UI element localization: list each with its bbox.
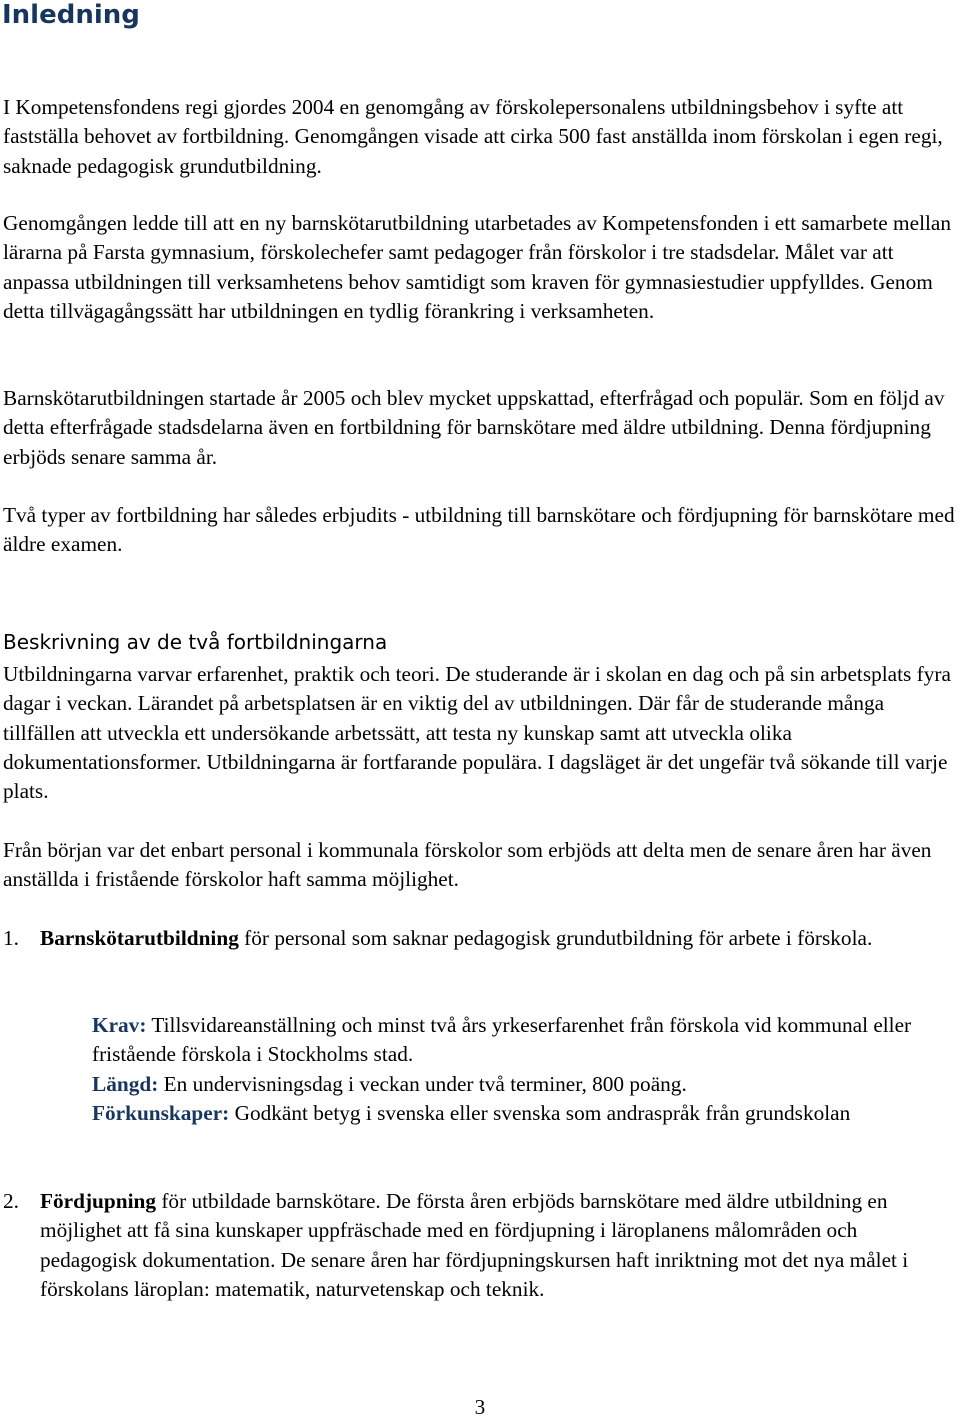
intro-paragraph-3: Barnskötarutbildningen startade år 2005 och blev mycket uppskattad, efterfrågad och populär. Som en följd av detta efterfrågade stadsdelarna även en fortbildning för barnskötare med äldre utbildning. Denna fördjupning erbjöds senare samma år. bbox=[3, 386, 945, 469]
requirement-text: Tillsvidareanställning och minst två års yrkeserfarenhet från förskola vid kommunal eller fristående förskola i Stockholms stad. bbox=[92, 1013, 912, 1067]
requirement-langd bbox=[92, 1070, 922, 1099]
list-item bbox=[3, 1187, 958, 1304]
requirement-label: Förkunskaper: bbox=[92, 1100, 230, 1125]
list-term: Fördjupning bbox=[40, 1189, 156, 1213]
requirement-label: Krav: bbox=[92, 1013, 147, 1037]
intro-paragraph-1: I Kompetensfondens regi gjordes 2004 en genomgång av förskolepersonalens utbildningsbehov i syfte att fastställa behovet av fortbildning. Genomgången visade att cirka 500 fast anställda inom förskolan i egen regi, saknade pedagogisk grundutbildning. bbox=[3, 95, 943, 178]
section-heading: Beskrivning av de två fortbildningarna bbox=[3, 630, 388, 654]
requirement-label: Längd: bbox=[92, 1071, 159, 1096]
page-number: 3 bbox=[474, 1395, 486, 1419]
list-text: för personal som saknar pedagogisk grundutbildning för arbete i förskola. bbox=[238, 926, 873, 950]
page-title: Inledning bbox=[2, 0, 140, 30]
list-item-body bbox=[40, 924, 958, 953]
requirement-krav bbox=[92, 1011, 922, 1070]
section-paragraph-2: Från början var det enbart personal i kommunala förskolor som erbjöds att delta men de senare åren har även anställda i fristående förskolor haft samma möjlighet. bbox=[3, 838, 932, 892]
section-paragraph-1: Utbildningarna varvar erfarenhet, praktik och teori. De studerande är i skolan en dag och på sin arbetsplats fyra dagar i veckan. Lärandet på arbetsplatsen är en viktig del av utbildningen. Där får de studerande många tillfällen att utveckla ett undersökande arbetssätt, att testa ny kunskap samt att utveckla olika dokumentationsformer. Utbildningarna är fortfarande populära. I dagsläget är det ungefär två sökande till varje plats. bbox=[3, 662, 951, 804]
intro-paragraph-4: Två typer av fortbildning har således erbjudits - utbildning till barnskötare och fördjupning för barnskötare med äldre examen. bbox=[3, 503, 955, 557]
list-item bbox=[3, 924, 958, 953]
list-term: Barnskötarutbildning bbox=[40, 926, 239, 950]
list-text: för utbildade barnskötare. De första åren erbjöds barnskötare med äldre utbildning en möjlighet att få sina kunskaper uppfräschade med en fördjupning i läroplanens målområden och pedagogisk dokumentation. De senare åren har fördjupningskursen haft inriktning mot det nya målet i förskolans läroplan: matematik, naturvetenskap och teknik. bbox=[40, 1189, 909, 1301]
requirement-forkunskaper bbox=[92, 1099, 922, 1128]
requirement-text: En undervisningsdag i veckan under två terminer, 800 poäng. bbox=[158, 1071, 687, 1096]
list-item-body bbox=[40, 1187, 958, 1304]
requirement-text: Godkänt betyg i svenska eller svenska som andraspråk från grundskolan bbox=[229, 1100, 851, 1125]
list-number: 2. bbox=[3, 1189, 19, 1213]
requirements-block bbox=[92, 1011, 922, 1128]
list-number: 1. bbox=[3, 926, 19, 950]
intro-paragraph-2: Genomgången ledde till att en ny barnskötarutbildning utarbetades av Kompetensfonden i ett samarbete mellan lärarna på Farsta gymnasium, förskolechefer samt pedagoger från förskolor i tre stadsdelar. Målet var att anpassa utbildningen till verksamhetens behov samtidigt som kraven för gymnasiestudier uppfylldes. Genom detta tillvägagångssätt har utbildningen en tydlig förankring i verksamheten. bbox=[3, 211, 952, 323]
